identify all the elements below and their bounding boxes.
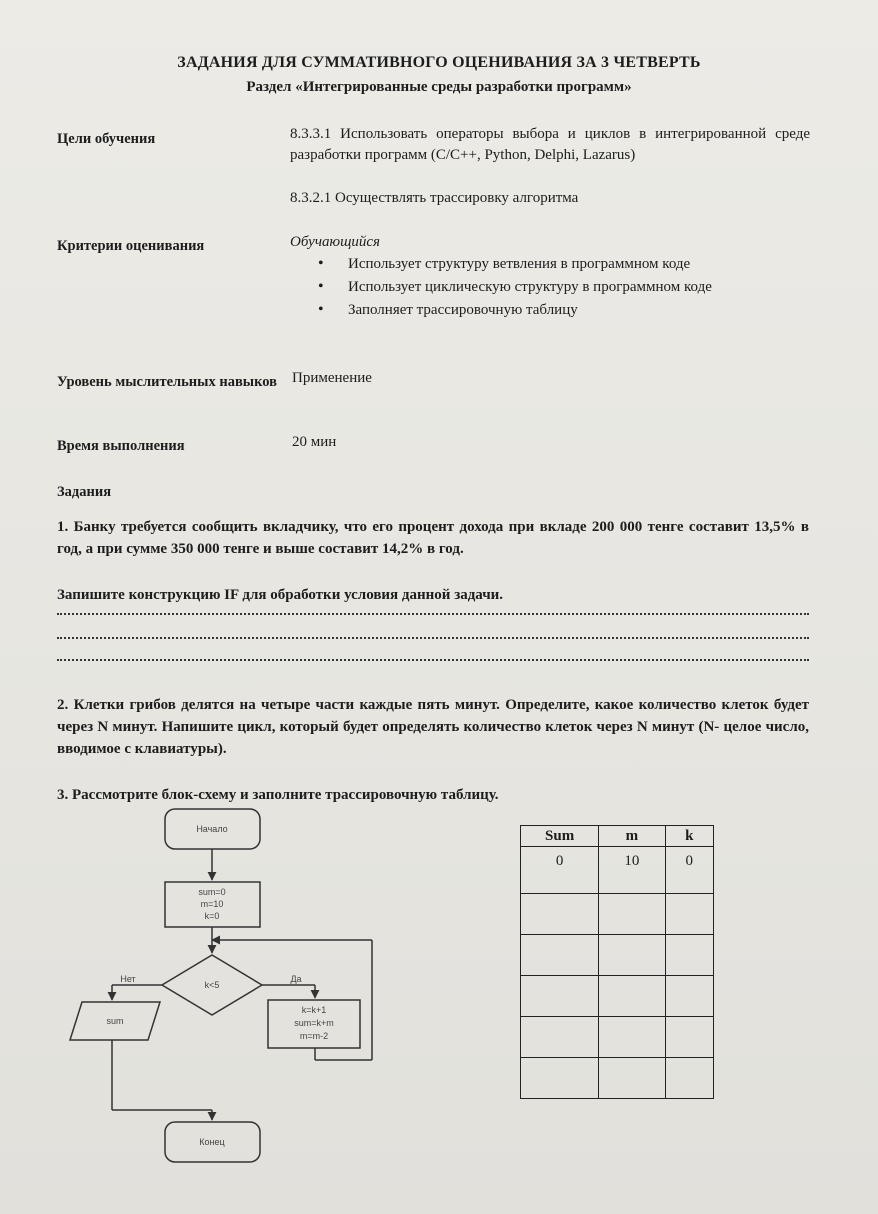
trace-cell: 10 [599, 847, 665, 894]
trace-cell: 0 [665, 847, 713, 894]
goals-line2: 8.3.2.1 Осуществлять трассировку алгоритма [290, 190, 579, 206]
start-label: Начало [196, 824, 228, 834]
time-label: Время выполнения [57, 438, 185, 454]
trace-cell-empty[interactable] [665, 1017, 713, 1058]
trace-cell-empty[interactable] [665, 976, 713, 1017]
trace-header-m: m [599, 826, 665, 847]
output-label: sum [106, 1016, 124, 1026]
table-row [521, 976, 714, 1017]
time-value: 20 мин [292, 434, 337, 450]
document-title: ЗАДАНИЯ ДЛЯ СУММАТИВНОГО ОЦЕНИВАНИЯ ЗА 3 ЧЕТВЕРТЬ [177, 54, 701, 71]
document-subtitle: Раздел «Интегрированные среды разработки программ» [246, 79, 632, 95]
task1-text: 1. Банку требуется сообщить вкладчику, что его процент дохода при вкладе 200 000 тенге составит 13,5% в год, а при сумме 350 000 тенге и выше составит 14,2% в год. [57, 519, 809, 557]
body-label: m=m-2 [299, 1031, 329, 1041]
body-label: k=k+1 [301, 1005, 327, 1015]
task1-prompt: Запишите конструкцию IF для обработки условия данной задачи. [57, 587, 504, 603]
trace-cell-empty[interactable] [521, 1017, 599, 1058]
trace-cell-empty[interactable] [599, 976, 665, 1017]
table-row [521, 847, 714, 894]
trace-cell: 0 [521, 847, 599, 894]
trace-cell-empty[interactable] [521, 894, 599, 935]
table-row [521, 894, 714, 935]
task2-text: 2. Клетки грибов делятся на четыре части каждые пять минут. Определите, какое количество клеток будет через N минут. Напишите цикл, который будет определять количество клеток через N минут (N- целое число, вводимое с клавиатуры). [57, 697, 809, 757]
init-label: sum=0 [198, 887, 226, 897]
trace-cell-empty[interactable] [521, 976, 599, 1017]
table-row [521, 1017, 714, 1058]
criteria-item: • Заполняет трассировочную таблицу [290, 300, 810, 320]
criteria-label: Критерии оценивания [57, 238, 205, 254]
level-label: Уровень мыслительных навыков [57, 374, 277, 390]
trace-cell-empty[interactable] [521, 1058, 599, 1099]
trace-header-sum: Sum [521, 826, 599, 847]
condition-label: k<5 [204, 980, 220, 990]
level-value: Применение [292, 370, 372, 386]
init-label: m=10 [200, 899, 224, 909]
tasks-heading: Задания [57, 484, 112, 500]
trace-cell-empty[interactable] [599, 1017, 665, 1058]
goals-line1: 8.3.3.1 Использовать операторы выбора и циклов в интегрированной среде разработки программ (C/C++, Python, Delphi, Lazarus) [290, 126, 810, 163]
trace-header-k: k [665, 826, 713, 847]
trace-cell-empty[interactable] [599, 1058, 665, 1099]
goals-label: Цели обучения [57, 131, 156, 147]
yes-label: Да [290, 974, 302, 984]
trace-cell-empty[interactable] [665, 1058, 713, 1099]
task3-text: 3. Рассмотрите блок-схему и заполните трассировочную таблицу. [57, 787, 499, 803]
trace-cell-empty[interactable] [599, 894, 665, 935]
no-label: Нет [120, 974, 136, 984]
criteria-item: • Использует структуру ветвления в программном коде [290, 254, 810, 274]
criteria-item: • Использует циклическую структуру в программном коде [290, 277, 810, 297]
init-label: k=0 [204, 911, 220, 921]
trace-cell-empty[interactable] [521, 935, 599, 976]
body-label: sum=k+m [294, 1018, 334, 1028]
trace-cell-empty[interactable] [665, 894, 713, 935]
table-row [521, 935, 714, 976]
trace-cell-empty[interactable] [665, 935, 713, 976]
trace-table [520, 825, 714, 1099]
table-row [521, 1058, 714, 1099]
trace-cell-empty[interactable] [599, 935, 665, 976]
end-label: Конец [199, 1137, 225, 1147]
criteria-intro: Обучающийся [290, 234, 381, 250]
